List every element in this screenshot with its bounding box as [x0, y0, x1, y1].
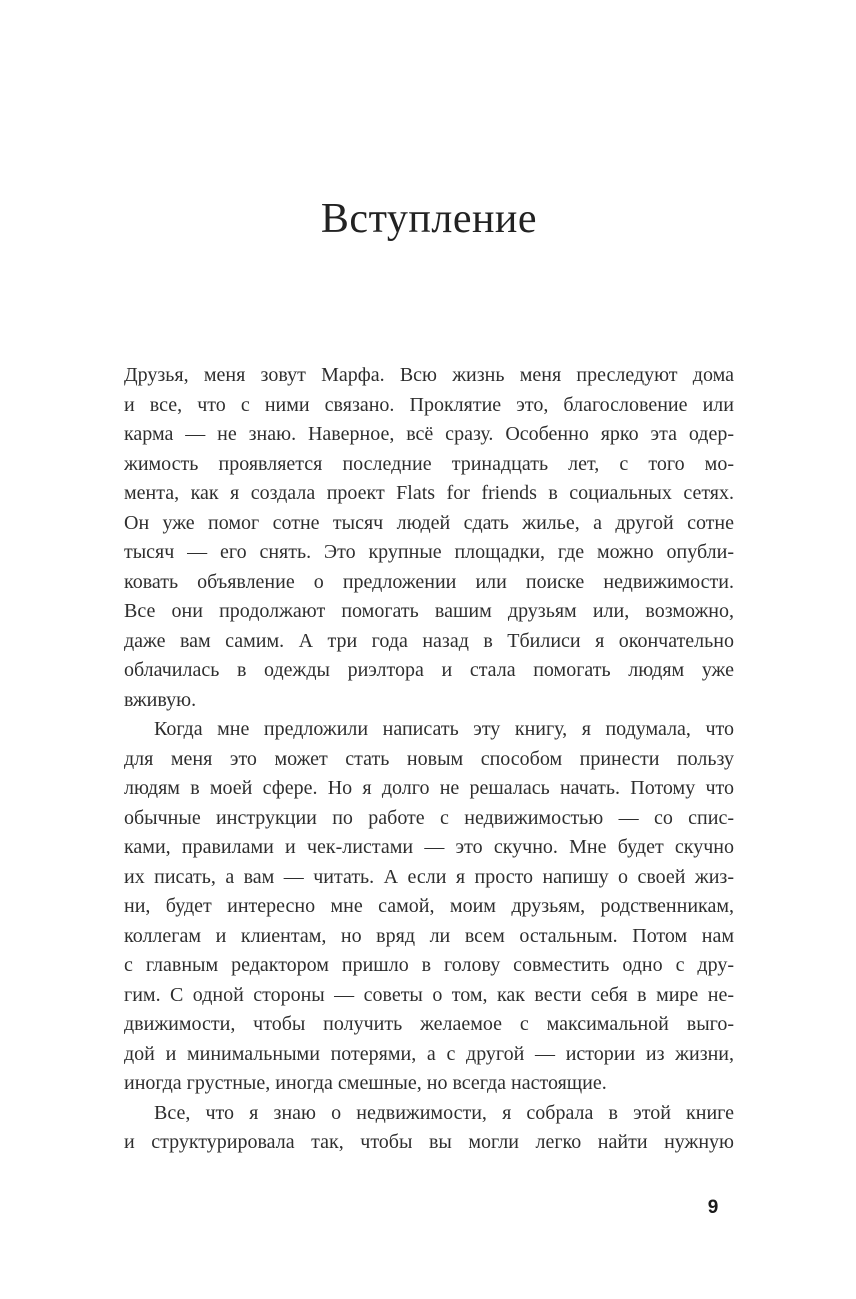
text-line: Все, что я знаю о недвижимости, я собрала в этой книге [154, 1101, 734, 1124]
text-line: Он уже помог сотне тысяч людей сдать жилье, а другой сотне [124, 511, 734, 534]
text-line: вживую. [124, 688, 197, 711]
text-line: тысяч — его снять. Это крупные площадки, где можно опубли- [124, 541, 734, 563]
text-line: обычные инструкции по работе с недвижимостью — со спис- [124, 806, 734, 829]
text-line: с главным редактором пришло в голову совместить одно с дру- [124, 954, 734, 976]
text-line: и все, что с ними связано. Проклятие это, благословение или [124, 393, 734, 416]
text-line: мента, как я создала проект Flats for friends в социальных сетях. [124, 482, 734, 504]
text-line: даже вам самим. А три года назад в Тбилиси я окончательно [124, 629, 734, 652]
text-line: ковать объявление о предложении или поиске недвижимости. [124, 570, 734, 593]
paragraph [124, 1099, 734, 1158]
paragraph [124, 361, 734, 715]
paragraph [124, 715, 734, 1099]
text-line: их писать, а вам — читать. А если я просто напишу о своей жиз- [124, 865, 734, 888]
text-line: и структурировала так, чтобы вы могли легко найти нужную [124, 1131, 734, 1153]
text-line: дой и минимальными потерями, а с другой — истории из жизни, [124, 1042, 734, 1065]
text-line: гим. С одной стороны — советы о том, как вести себя в мире не- [124, 983, 734, 1006]
text-line: движимости, чтобы получить желаемое с максимальной выго- [124, 1013, 734, 1035]
text-line: облачилась в одежды риэлтора и стала помогать людям уже [124, 659, 734, 681]
text-line: ками, правилами и чек-листами — это скучно. Мне будет скучно [124, 836, 734, 858]
page-number: 9 [707, 1197, 719, 1218]
chapter-title: Вступление [320, 196, 538, 242]
text-line: коллегам и клиентам, но вряд ли всем остальным. Потом нам [124, 924, 734, 947]
text-line: людям в моей сфере. Но я долго не решалась начать. Потому что [124, 777, 734, 799]
text-line: ни, будет интересно мне самой, моим друзьям, родственникам, [124, 895, 734, 917]
text-line: карма — не знаю. Наверное, всё сразу. Особенно ярко эта одер- [124, 423, 734, 445]
text-line: Все они продолжают помогать вашим друзьям или, возможно, [124, 600, 734, 622]
text-line: Друзья, меня зовут Марфа. Всю жизнь меня преследуют дома [124, 364, 734, 386]
text-line: жимость проявляется последние тринадцать лет, с того мо- [124, 452, 734, 475]
text-line: для меня это может стать новым способом принести пользу [124, 747, 734, 770]
body-text [124, 361, 734, 1158]
text-line: Когда мне предложили написать эту книгу, я подумала, что [154, 718, 734, 740]
text-line: иногда грустные, иногда смешные, но всегда настоящие. [124, 1072, 607, 1094]
